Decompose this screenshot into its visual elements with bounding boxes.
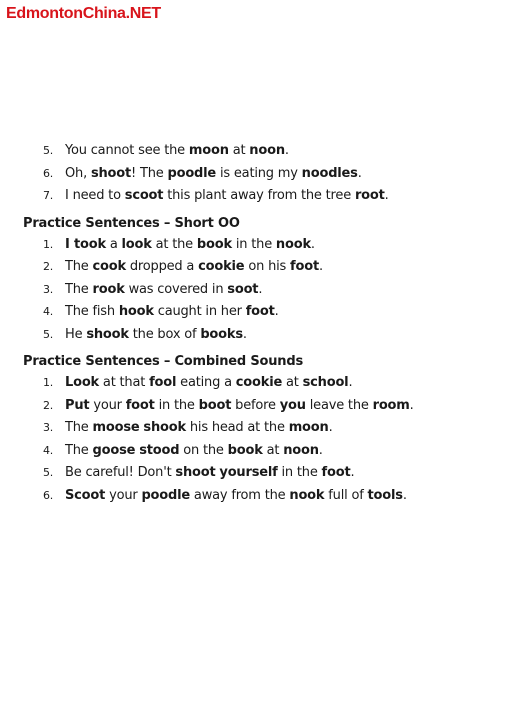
item-number: 3. xyxy=(43,421,54,434)
section-long-oo-continued xyxy=(0,140,519,208)
keyword: book xyxy=(196,236,232,252)
keyword: poodle xyxy=(167,165,217,181)
item-number: 5. xyxy=(43,466,54,479)
keyword: yourself xyxy=(219,465,278,480)
keyword: book xyxy=(227,442,263,458)
section-heading: Practice Sentences – Combined Sounds xyxy=(23,354,303,369)
keyword: school xyxy=(302,375,349,390)
list-item xyxy=(0,163,519,186)
item-number: 5. xyxy=(43,327,54,341)
keyword: noon xyxy=(283,442,319,458)
keyword: poodle xyxy=(141,487,190,503)
item-number: 3. xyxy=(43,282,54,296)
item-number: 7. xyxy=(43,189,54,202)
keyword: noodles xyxy=(301,165,358,181)
keyword: stood xyxy=(139,442,180,458)
keyword: boot xyxy=(198,397,232,413)
sentence-list xyxy=(0,372,519,507)
list-item xyxy=(0,185,519,208)
list-item xyxy=(0,140,519,163)
keyword: shoot xyxy=(175,465,216,480)
item-number: 6. xyxy=(43,488,54,502)
sentence-text: The goose stood on the book at noon. xyxy=(65,442,323,458)
keyword: cookie xyxy=(198,259,245,274)
keyword: I xyxy=(65,236,74,252)
keyword: nook xyxy=(275,236,311,252)
list-item xyxy=(0,234,519,257)
keyword: Scoot xyxy=(65,487,106,503)
sentence-text: Be careful! Don't shoot yourself in the foot. xyxy=(65,465,355,480)
keyword: cookie xyxy=(235,375,283,390)
list-item xyxy=(0,279,519,302)
section-combined-sounds xyxy=(0,352,519,507)
item-number: 6. xyxy=(43,166,54,180)
list-item xyxy=(0,485,519,508)
keyword: cook xyxy=(92,259,126,274)
section-short-oo xyxy=(0,214,519,347)
sentence-list xyxy=(0,234,519,347)
keyword: moon xyxy=(288,420,329,435)
list-item xyxy=(0,462,519,485)
list-item xyxy=(0,324,519,347)
keyword: rook xyxy=(92,281,125,297)
sentence-text: I took a look at the book in the nook. xyxy=(65,236,315,252)
keyword: foot xyxy=(290,259,319,274)
keyword: soot xyxy=(227,281,259,297)
item-number: 4. xyxy=(43,443,54,457)
keyword: foot xyxy=(321,465,351,480)
keyword: look xyxy=(121,236,152,252)
keyword: room xyxy=(372,397,410,413)
keyword: tools xyxy=(367,487,403,503)
keyword: Look xyxy=(65,375,99,390)
item-number: 5. xyxy=(43,144,54,157)
item-number: 1. xyxy=(43,376,54,389)
worksheet-body xyxy=(0,140,519,507)
keyword: noon xyxy=(249,143,285,158)
keyword: moose xyxy=(92,420,140,435)
sentence-text: Look at that fool eating a cookie at school. xyxy=(65,375,353,390)
sentence-text: The cook dropped a cookie on his foot. xyxy=(65,259,323,274)
item-number: 2. xyxy=(43,398,54,412)
keyword: shoot xyxy=(90,165,132,181)
watermark-logo: EdmontonChina.NET xyxy=(6,5,161,22)
keyword: shook xyxy=(143,420,186,435)
sentence-text: The moose shook his head at the moon. xyxy=(65,420,333,435)
sentence-text: Oh, shoot! The poodle is eating my noodles. xyxy=(65,165,362,181)
keyword: moon xyxy=(188,143,229,158)
keyword: shook xyxy=(86,326,129,342)
sentence-text: The rook was covered in soot. xyxy=(65,281,263,297)
item-number: 4. xyxy=(43,305,54,318)
keyword: goose xyxy=(92,442,136,458)
keyword: fool xyxy=(149,375,177,390)
list-item xyxy=(0,440,519,463)
list-item xyxy=(0,256,519,279)
keyword: hook xyxy=(118,304,154,319)
keyword: scoot xyxy=(124,188,164,203)
keyword: you xyxy=(279,397,306,413)
sentence-list xyxy=(0,140,519,208)
keyword: foot xyxy=(245,304,275,319)
sentence-text: I need to scoot this plant away from the tree root. xyxy=(65,188,389,203)
list-item xyxy=(0,372,519,395)
keyword: nook xyxy=(289,487,325,503)
item-number: 1. xyxy=(43,237,54,251)
sentence-text: Put your foot in the boot before you leave the room. xyxy=(65,397,414,413)
sentence-text: The fish hook caught in her foot. xyxy=(65,304,279,319)
section-heading: Practice Sentences – Short OO xyxy=(23,215,240,231)
keyword: took xyxy=(73,236,106,252)
list-item xyxy=(0,301,519,324)
list-item xyxy=(0,395,519,418)
sentence-text: You cannot see the moon at noon. xyxy=(65,143,289,158)
item-number: 2. xyxy=(43,260,54,273)
keyword: root xyxy=(354,188,385,203)
list-item xyxy=(0,417,519,440)
keyword: Put xyxy=(65,397,90,413)
keyword: foot xyxy=(125,397,155,413)
keyword: books xyxy=(200,326,243,342)
sentence-text: He shook the box of books. xyxy=(65,326,247,342)
sentence-text: Scoot your poodle away from the nook full of tools. xyxy=(65,487,407,503)
